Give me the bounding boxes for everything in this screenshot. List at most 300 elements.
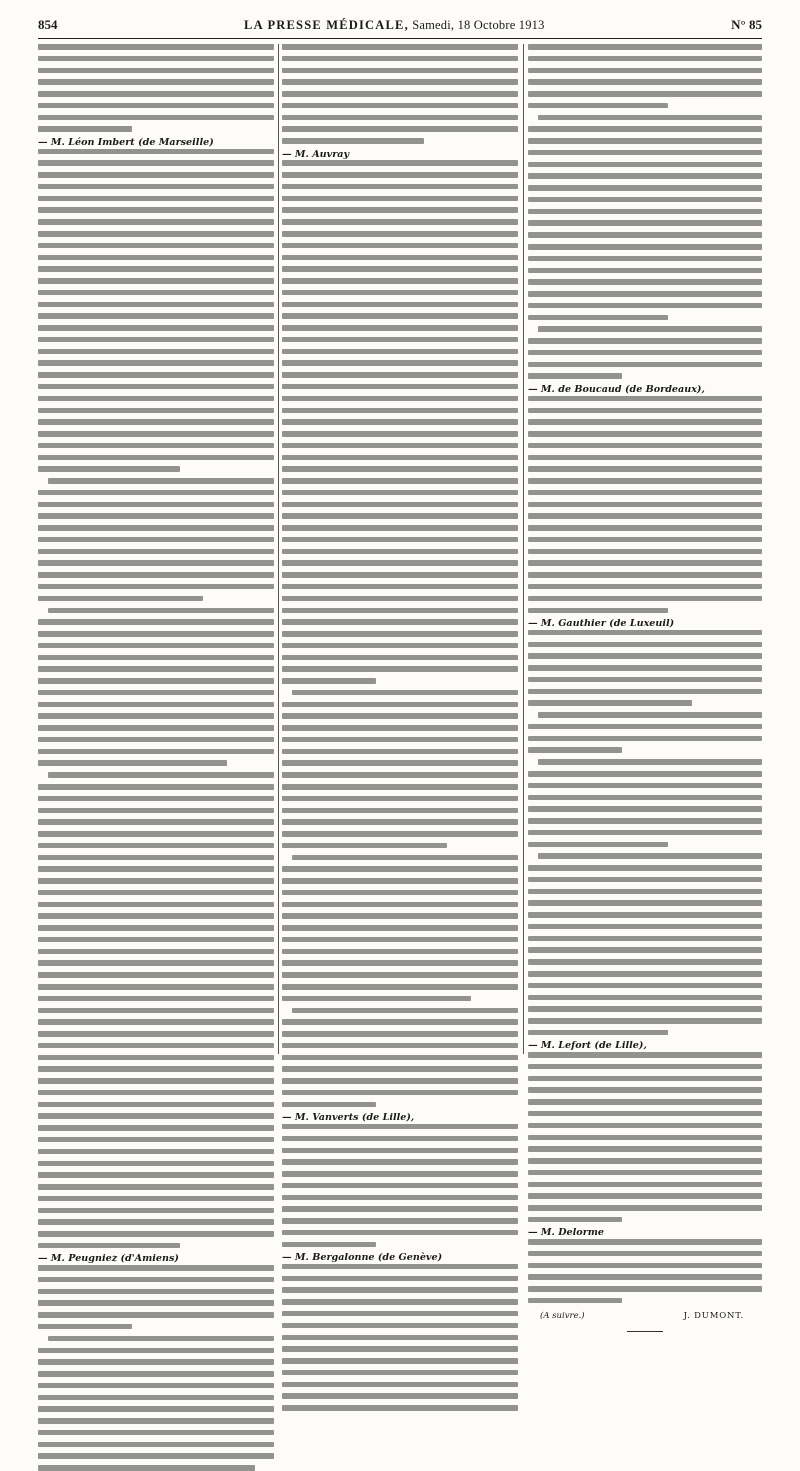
text-line-placeholder bbox=[38, 266, 274, 272]
journal-name: LA PRESSE MÉDICALE, bbox=[244, 17, 409, 32]
text-line-placeholder bbox=[528, 608, 668, 614]
text-line-placeholder bbox=[38, 866, 274, 872]
text-line-placeholder bbox=[528, 1052, 762, 1058]
text-line-placeholder bbox=[38, 196, 274, 202]
text-line-placeholder bbox=[282, 584, 518, 590]
text-line-placeholder bbox=[528, 924, 762, 930]
text-line-placeholder bbox=[38, 1231, 274, 1237]
text-line-placeholder bbox=[528, 185, 762, 191]
text-line-placeholder bbox=[38, 1125, 274, 1131]
text-line-placeholder bbox=[38, 537, 274, 543]
text-line-placeholder bbox=[38, 796, 274, 802]
text-line-placeholder bbox=[528, 502, 762, 508]
text-line-placeholder bbox=[38, 960, 274, 966]
text-block bbox=[38, 44, 274, 132]
text-line-placeholder bbox=[282, 560, 518, 566]
text-line-placeholder bbox=[528, 1111, 762, 1117]
text-line-placeholder bbox=[528, 560, 762, 566]
text-line-placeholder bbox=[282, 1382, 518, 1388]
text-line-placeholder bbox=[38, 1031, 274, 1037]
text-line-placeholder bbox=[282, 996, 471, 1002]
text-line-placeholder bbox=[38, 819, 274, 825]
text-line-placeholder bbox=[528, 1274, 762, 1280]
text-line-placeholder bbox=[528, 877, 762, 883]
text-line-placeholder bbox=[282, 1311, 518, 1317]
text-line-placeholder bbox=[38, 1300, 274, 1306]
text-line-placeholder bbox=[38, 784, 274, 790]
text-line-placeholder bbox=[528, 653, 762, 659]
text-line-placeholder bbox=[538, 115, 762, 121]
text-line-placeholder bbox=[282, 103, 518, 109]
text-line-placeholder bbox=[282, 572, 518, 578]
end-rule bbox=[627, 1331, 663, 1332]
text-line-placeholder bbox=[282, 1323, 518, 1329]
text-line-placeholder bbox=[48, 772, 274, 778]
text-line-placeholder bbox=[528, 1182, 762, 1188]
text-line-placeholder bbox=[38, 678, 274, 684]
text-line-placeholder bbox=[38, 737, 274, 743]
text-line-placeholder bbox=[38, 1265, 274, 1271]
text-line-placeholder bbox=[38, 349, 274, 355]
text-line-placeholder bbox=[282, 937, 518, 943]
text-line-placeholder bbox=[38, 1442, 274, 1448]
text-line-placeholder bbox=[282, 1055, 518, 1061]
text-line-placeholder bbox=[282, 91, 518, 97]
text-line-placeholder bbox=[528, 912, 762, 918]
text-line-placeholder bbox=[528, 44, 762, 50]
journal-title bbox=[244, 18, 545, 33]
text-line-placeholder bbox=[528, 783, 762, 789]
text-line-placeholder bbox=[538, 712, 762, 718]
text-line-placeholder bbox=[528, 173, 762, 179]
text-line-placeholder bbox=[528, 630, 762, 636]
text-line-placeholder bbox=[38, 68, 274, 74]
text-line-placeholder bbox=[38, 431, 274, 437]
text-line-placeholder bbox=[282, 443, 518, 449]
text-line-placeholder bbox=[282, 455, 518, 461]
text-line-placeholder bbox=[282, 525, 518, 531]
text-line-placeholder bbox=[282, 502, 518, 508]
text-line-placeholder bbox=[282, 1066, 518, 1072]
text-line-placeholder bbox=[38, 384, 274, 390]
text-line-placeholder bbox=[528, 138, 762, 144]
text-line-placeholder bbox=[282, 231, 518, 237]
text-line-placeholder bbox=[282, 1124, 518, 1130]
paragraph-lefort: — M. Lefort (de Lille), bbox=[528, 1040, 647, 1052]
text-line-placeholder bbox=[528, 724, 762, 730]
text-line-placeholder bbox=[528, 865, 762, 871]
text-line-placeholder bbox=[38, 79, 274, 85]
text-line-placeholder bbox=[48, 1336, 274, 1342]
text-line-placeholder bbox=[282, 1043, 518, 1049]
text-line-placeholder bbox=[282, 1206, 518, 1212]
text-line-placeholder bbox=[38, 937, 274, 943]
text-line-placeholder bbox=[528, 1217, 622, 1223]
text-line-placeholder bbox=[282, 115, 518, 121]
text-line-placeholder bbox=[528, 350, 762, 356]
text-line-placeholder bbox=[38, 925, 274, 931]
text-line-placeholder bbox=[38, 1324, 132, 1330]
text-line-placeholder bbox=[38, 1184, 274, 1190]
text-line-placeholder bbox=[282, 972, 518, 978]
text-line-placeholder bbox=[528, 443, 762, 449]
text-line-placeholder bbox=[38, 115, 274, 121]
text-line-placeholder bbox=[528, 1170, 762, 1176]
text-line-placeholder bbox=[282, 79, 518, 85]
text-line-placeholder bbox=[282, 631, 518, 637]
text-line-placeholder bbox=[38, 760, 227, 766]
text-line-placeholder bbox=[282, 44, 518, 50]
text-line-placeholder bbox=[282, 760, 518, 766]
text-line-placeholder bbox=[38, 890, 274, 896]
text-line-placeholder bbox=[282, 1159, 518, 1165]
column-2 bbox=[282, 44, 518, 1411]
text-line-placeholder bbox=[38, 1113, 274, 1119]
text-line-placeholder bbox=[538, 759, 762, 765]
text-line-placeholder bbox=[528, 947, 762, 953]
text-line-placeholder bbox=[38, 408, 274, 414]
text-line-placeholder bbox=[282, 1393, 518, 1399]
text-line-placeholder bbox=[282, 843, 447, 849]
text-line-placeholder bbox=[38, 160, 274, 166]
text-line-placeholder bbox=[528, 103, 668, 109]
text-line-placeholder bbox=[38, 1289, 274, 1295]
text-line-placeholder bbox=[282, 337, 518, 343]
text-line-placeholder bbox=[38, 490, 274, 496]
issue-date: Samedi, 18 Octobre 1913 bbox=[412, 17, 545, 32]
text-line-placeholder bbox=[528, 466, 762, 472]
text-line-placeholder bbox=[282, 1370, 518, 1376]
text-line-placeholder bbox=[282, 1019, 518, 1025]
text-line-placeholder bbox=[528, 1099, 762, 1105]
text-line-placeholder bbox=[282, 960, 518, 966]
text-line-placeholder bbox=[282, 749, 518, 755]
text-line-placeholder bbox=[282, 490, 518, 496]
text-line-placeholder bbox=[282, 925, 518, 931]
text-line-placeholder bbox=[38, 44, 274, 50]
page-header bbox=[38, 12, 762, 39]
text-line-placeholder bbox=[282, 172, 518, 178]
text-line-placeholder bbox=[528, 806, 762, 812]
text-line-placeholder bbox=[38, 231, 274, 237]
text-line-placeholder bbox=[38, 878, 274, 884]
page-number: 854 bbox=[38, 17, 58, 32]
text-line-placeholder bbox=[292, 690, 518, 696]
text-line-placeholder bbox=[282, 302, 518, 308]
text-line-placeholder bbox=[282, 68, 518, 74]
text-line-placeholder bbox=[528, 490, 762, 496]
text-line-placeholder bbox=[38, 103, 274, 109]
text-line-placeholder bbox=[282, 1183, 518, 1189]
text-line-placeholder bbox=[38, 1359, 274, 1365]
text-line-placeholder bbox=[528, 232, 762, 238]
text-line-placeholder bbox=[282, 384, 518, 390]
text-line-placeholder bbox=[38, 619, 274, 625]
text-line-placeholder bbox=[38, 1196, 274, 1202]
text-line-placeholder bbox=[282, 290, 518, 296]
text-line-placeholder bbox=[38, 572, 274, 578]
text-line-placeholder bbox=[38, 360, 274, 366]
text-line-placeholder bbox=[282, 549, 518, 555]
text-line-placeholder bbox=[282, 666, 518, 672]
text-line-placeholder bbox=[282, 1276, 518, 1282]
issue-number: N° 85 bbox=[731, 17, 762, 32]
text-line-placeholder bbox=[528, 665, 762, 671]
text-line-placeholder bbox=[528, 1064, 762, 1070]
text-line-placeholder bbox=[528, 1006, 762, 1012]
text-line-placeholder bbox=[528, 1263, 762, 1269]
text-line-placeholder bbox=[528, 513, 762, 519]
text-line-placeholder bbox=[38, 1312, 274, 1318]
text-line-placeholder bbox=[282, 325, 518, 331]
text-line-placeholder bbox=[282, 537, 518, 543]
text-line-placeholder bbox=[38, 513, 274, 519]
text-line-placeholder bbox=[282, 513, 518, 519]
text-line-placeholder bbox=[528, 572, 762, 578]
text-line-placeholder bbox=[528, 1146, 762, 1152]
text-line-placeholder bbox=[282, 866, 518, 872]
text-line-placeholder bbox=[282, 419, 518, 425]
text-line-placeholder bbox=[282, 737, 518, 743]
text-line-placeholder bbox=[528, 1158, 762, 1164]
text-line-placeholder bbox=[38, 702, 274, 708]
text-line-placeholder bbox=[38, 1219, 274, 1225]
text-line-placeholder bbox=[528, 455, 762, 461]
text-line-placeholder bbox=[282, 608, 518, 614]
paragraph-delorme: — M. Delorme bbox=[528, 1227, 605, 1239]
text-line-placeholder bbox=[38, 725, 274, 731]
text-line-placeholder bbox=[528, 373, 622, 379]
text-line-placeholder bbox=[38, 325, 274, 331]
text-line-placeholder bbox=[282, 1287, 518, 1293]
text-line-placeholder bbox=[528, 68, 762, 74]
text-line-placeholder bbox=[282, 255, 518, 261]
text-line-placeholder bbox=[282, 466, 518, 472]
text-line-placeholder bbox=[528, 525, 762, 531]
signature-line bbox=[540, 1311, 744, 1321]
text-line-placeholder bbox=[528, 408, 762, 414]
text-line-placeholder bbox=[528, 700, 692, 706]
text-line-placeholder bbox=[528, 995, 762, 1001]
text-line-placeholder bbox=[282, 890, 518, 896]
text-line-placeholder bbox=[38, 525, 274, 531]
text-line-placeholder bbox=[282, 713, 518, 719]
text-line-placeholder bbox=[528, 1239, 762, 1245]
text-line-placeholder bbox=[38, 1066, 274, 1072]
text-line-placeholder bbox=[38, 278, 274, 284]
text-line-placeholder bbox=[528, 268, 762, 274]
text-line-placeholder bbox=[528, 1251, 762, 1257]
text-line-placeholder bbox=[528, 338, 762, 344]
text-line-placeholder bbox=[282, 725, 518, 731]
text-line-placeholder bbox=[282, 278, 518, 284]
text-line-placeholder bbox=[38, 1078, 274, 1084]
text-line-placeholder bbox=[38, 1430, 274, 1436]
text-line-placeholder bbox=[38, 1208, 274, 1214]
text-line-placeholder bbox=[528, 197, 762, 203]
text-line-placeholder bbox=[38, 1383, 274, 1389]
text-line-placeholder bbox=[282, 1405, 518, 1411]
text-line-placeholder bbox=[528, 549, 762, 555]
text-line-placeholder bbox=[528, 936, 762, 942]
text-line-placeholder bbox=[528, 315, 668, 321]
text-line-placeholder bbox=[38, 502, 274, 508]
column-rule-left bbox=[278, 44, 279, 1054]
text-line-placeholder bbox=[38, 396, 274, 402]
text-line-placeholder bbox=[282, 478, 518, 484]
paragraph-boucaud: — M. de Boucaud (de Bordeaux), bbox=[528, 383, 705, 395]
text-line-placeholder bbox=[528, 1018, 762, 1024]
text-line-placeholder bbox=[38, 1453, 274, 1459]
text-line-placeholder bbox=[282, 1242, 376, 1248]
text-line-placeholder bbox=[38, 996, 274, 1002]
text-line-placeholder bbox=[282, 796, 518, 802]
text-line-placeholder bbox=[38, 1277, 274, 1283]
text-line-placeholder bbox=[282, 408, 518, 414]
text-line-placeholder bbox=[282, 1346, 518, 1352]
text-line-placeholder bbox=[282, 913, 518, 919]
text-line-placeholder bbox=[282, 1218, 518, 1224]
text-line-placeholder bbox=[528, 419, 762, 425]
text-line-placeholder bbox=[528, 795, 762, 801]
text-line-placeholder bbox=[528, 736, 762, 742]
text-line-placeholder bbox=[48, 608, 274, 614]
text-line-placeholder bbox=[282, 984, 518, 990]
text-line-placeholder bbox=[528, 126, 762, 132]
text-line-placeholder bbox=[528, 220, 762, 226]
text-line-placeholder bbox=[38, 690, 274, 696]
text-line-placeholder bbox=[282, 431, 518, 437]
text-line-placeholder bbox=[38, 549, 274, 555]
text-line-placeholder bbox=[528, 983, 762, 989]
text-line-placeholder bbox=[528, 162, 762, 168]
text-line-placeholder bbox=[528, 303, 762, 309]
text-line-placeholder bbox=[282, 1299, 518, 1305]
text-line-placeholder bbox=[282, 160, 518, 166]
text-line-placeholder bbox=[38, 831, 274, 837]
text-line-placeholder bbox=[282, 784, 518, 790]
text-line-placeholder bbox=[528, 1087, 762, 1093]
text-line-placeholder bbox=[528, 150, 762, 156]
text-line-placeholder bbox=[282, 902, 518, 908]
text-line-placeholder bbox=[282, 831, 518, 837]
text-line-placeholder bbox=[38, 302, 274, 308]
author-signature: J. DUMONT. bbox=[683, 1311, 744, 1322]
text-line-placeholder bbox=[528, 362, 762, 368]
text-line-placeholder bbox=[38, 749, 274, 755]
text-line-placeholder bbox=[38, 255, 274, 261]
text-line-placeholder bbox=[48, 478, 274, 484]
text-line-placeholder bbox=[528, 1123, 762, 1129]
text-line-placeholder bbox=[38, 1418, 274, 1424]
text-line-placeholder bbox=[282, 184, 518, 190]
text-line-placeholder bbox=[38, 1406, 274, 1412]
text-line-placeholder bbox=[538, 853, 762, 859]
text-line-placeholder bbox=[528, 771, 762, 777]
text-line-placeholder bbox=[38, 91, 274, 97]
paragraph-vanverts: — M. Vanverts (de Lille), bbox=[282, 1112, 415, 1124]
text-line-placeholder bbox=[282, 126, 518, 132]
text-line-placeholder bbox=[528, 889, 762, 895]
text-line-placeholder bbox=[528, 1030, 668, 1036]
text-line-placeholder bbox=[38, 949, 274, 955]
text-line-placeholder bbox=[528, 291, 762, 297]
text-line-placeholder bbox=[282, 196, 518, 202]
text-line-placeholder bbox=[38, 184, 274, 190]
text-line-placeholder bbox=[282, 1031, 518, 1037]
text-line-placeholder bbox=[528, 971, 762, 977]
paragraph-imbert: — M. Léon Imbert (de Marseille) bbox=[38, 136, 214, 148]
text-line-placeholder bbox=[38, 1008, 274, 1014]
text-line-placeholder bbox=[38, 843, 274, 849]
text-line-placeholder bbox=[282, 313, 518, 319]
text-line-placeholder bbox=[292, 855, 518, 861]
column-3 bbox=[528, 44, 762, 1332]
text-line-placeholder bbox=[528, 677, 762, 683]
text-line-placeholder bbox=[282, 360, 518, 366]
paragraph-auvray: — M. Auvray bbox=[282, 148, 350, 160]
text-line-placeholder bbox=[528, 1135, 762, 1141]
text-line-placeholder bbox=[282, 702, 518, 708]
text-line-placeholder bbox=[38, 1055, 274, 1061]
text-line-placeholder bbox=[282, 819, 518, 825]
text-line-placeholder bbox=[38, 913, 274, 919]
text-line-placeholder bbox=[38, 631, 274, 637]
text-line-placeholder bbox=[38, 1465, 255, 1471]
text-line-placeholder bbox=[38, 372, 274, 378]
text-line-placeholder bbox=[528, 1286, 762, 1292]
text-line-placeholder bbox=[38, 207, 274, 213]
text-line-placeholder bbox=[282, 1102, 376, 1108]
paragraph-gauthier: — M. Gauthier (de Luxeuil) bbox=[528, 618, 675, 630]
text-line-placeholder bbox=[38, 243, 274, 249]
text-line-placeholder bbox=[38, 1149, 274, 1155]
text-line-placeholder bbox=[528, 818, 762, 824]
text-line-placeholder bbox=[282, 372, 518, 378]
text-line-placeholder bbox=[38, 455, 274, 461]
text-line-placeholder bbox=[38, 984, 274, 990]
text-line-placeholder bbox=[38, 149, 274, 155]
text-line-placeholder bbox=[38, 337, 274, 343]
text-line-placeholder bbox=[282, 1078, 518, 1084]
text-line-placeholder bbox=[38, 1102, 274, 1108]
text-line-placeholder bbox=[38, 126, 132, 132]
paragraph-bergalonne: — M. Bergalonne (de Genève) bbox=[282, 1252, 443, 1264]
text-line-placeholder bbox=[282, 243, 518, 249]
text-line-placeholder bbox=[38, 1371, 274, 1377]
column-1 bbox=[38, 44, 274, 1471]
column-rule-right bbox=[523, 44, 524, 1054]
text-line-placeholder bbox=[282, 643, 518, 649]
text-line-placeholder bbox=[282, 138, 424, 144]
text-line-placeholder bbox=[528, 959, 762, 965]
text-line-placeholder bbox=[528, 209, 762, 215]
paragraph-peugniez: — M. Peugniez (d'Amiens) bbox=[38, 1253, 179, 1265]
text-line-placeholder bbox=[282, 396, 518, 402]
text-line-placeholder bbox=[528, 900, 762, 906]
text-line-placeholder bbox=[528, 830, 762, 836]
text-line-placeholder bbox=[282, 1171, 518, 1177]
text-line-placeholder bbox=[528, 256, 762, 262]
text-line-placeholder bbox=[38, 666, 274, 672]
text-line-placeholder bbox=[528, 431, 762, 437]
text-line-placeholder bbox=[528, 1076, 762, 1082]
text-line-placeholder bbox=[528, 584, 762, 590]
text-line-placeholder bbox=[528, 842, 668, 848]
text-line-placeholder bbox=[282, 219, 518, 225]
text-line-placeholder bbox=[528, 91, 762, 97]
text-line-placeholder bbox=[282, 266, 518, 272]
